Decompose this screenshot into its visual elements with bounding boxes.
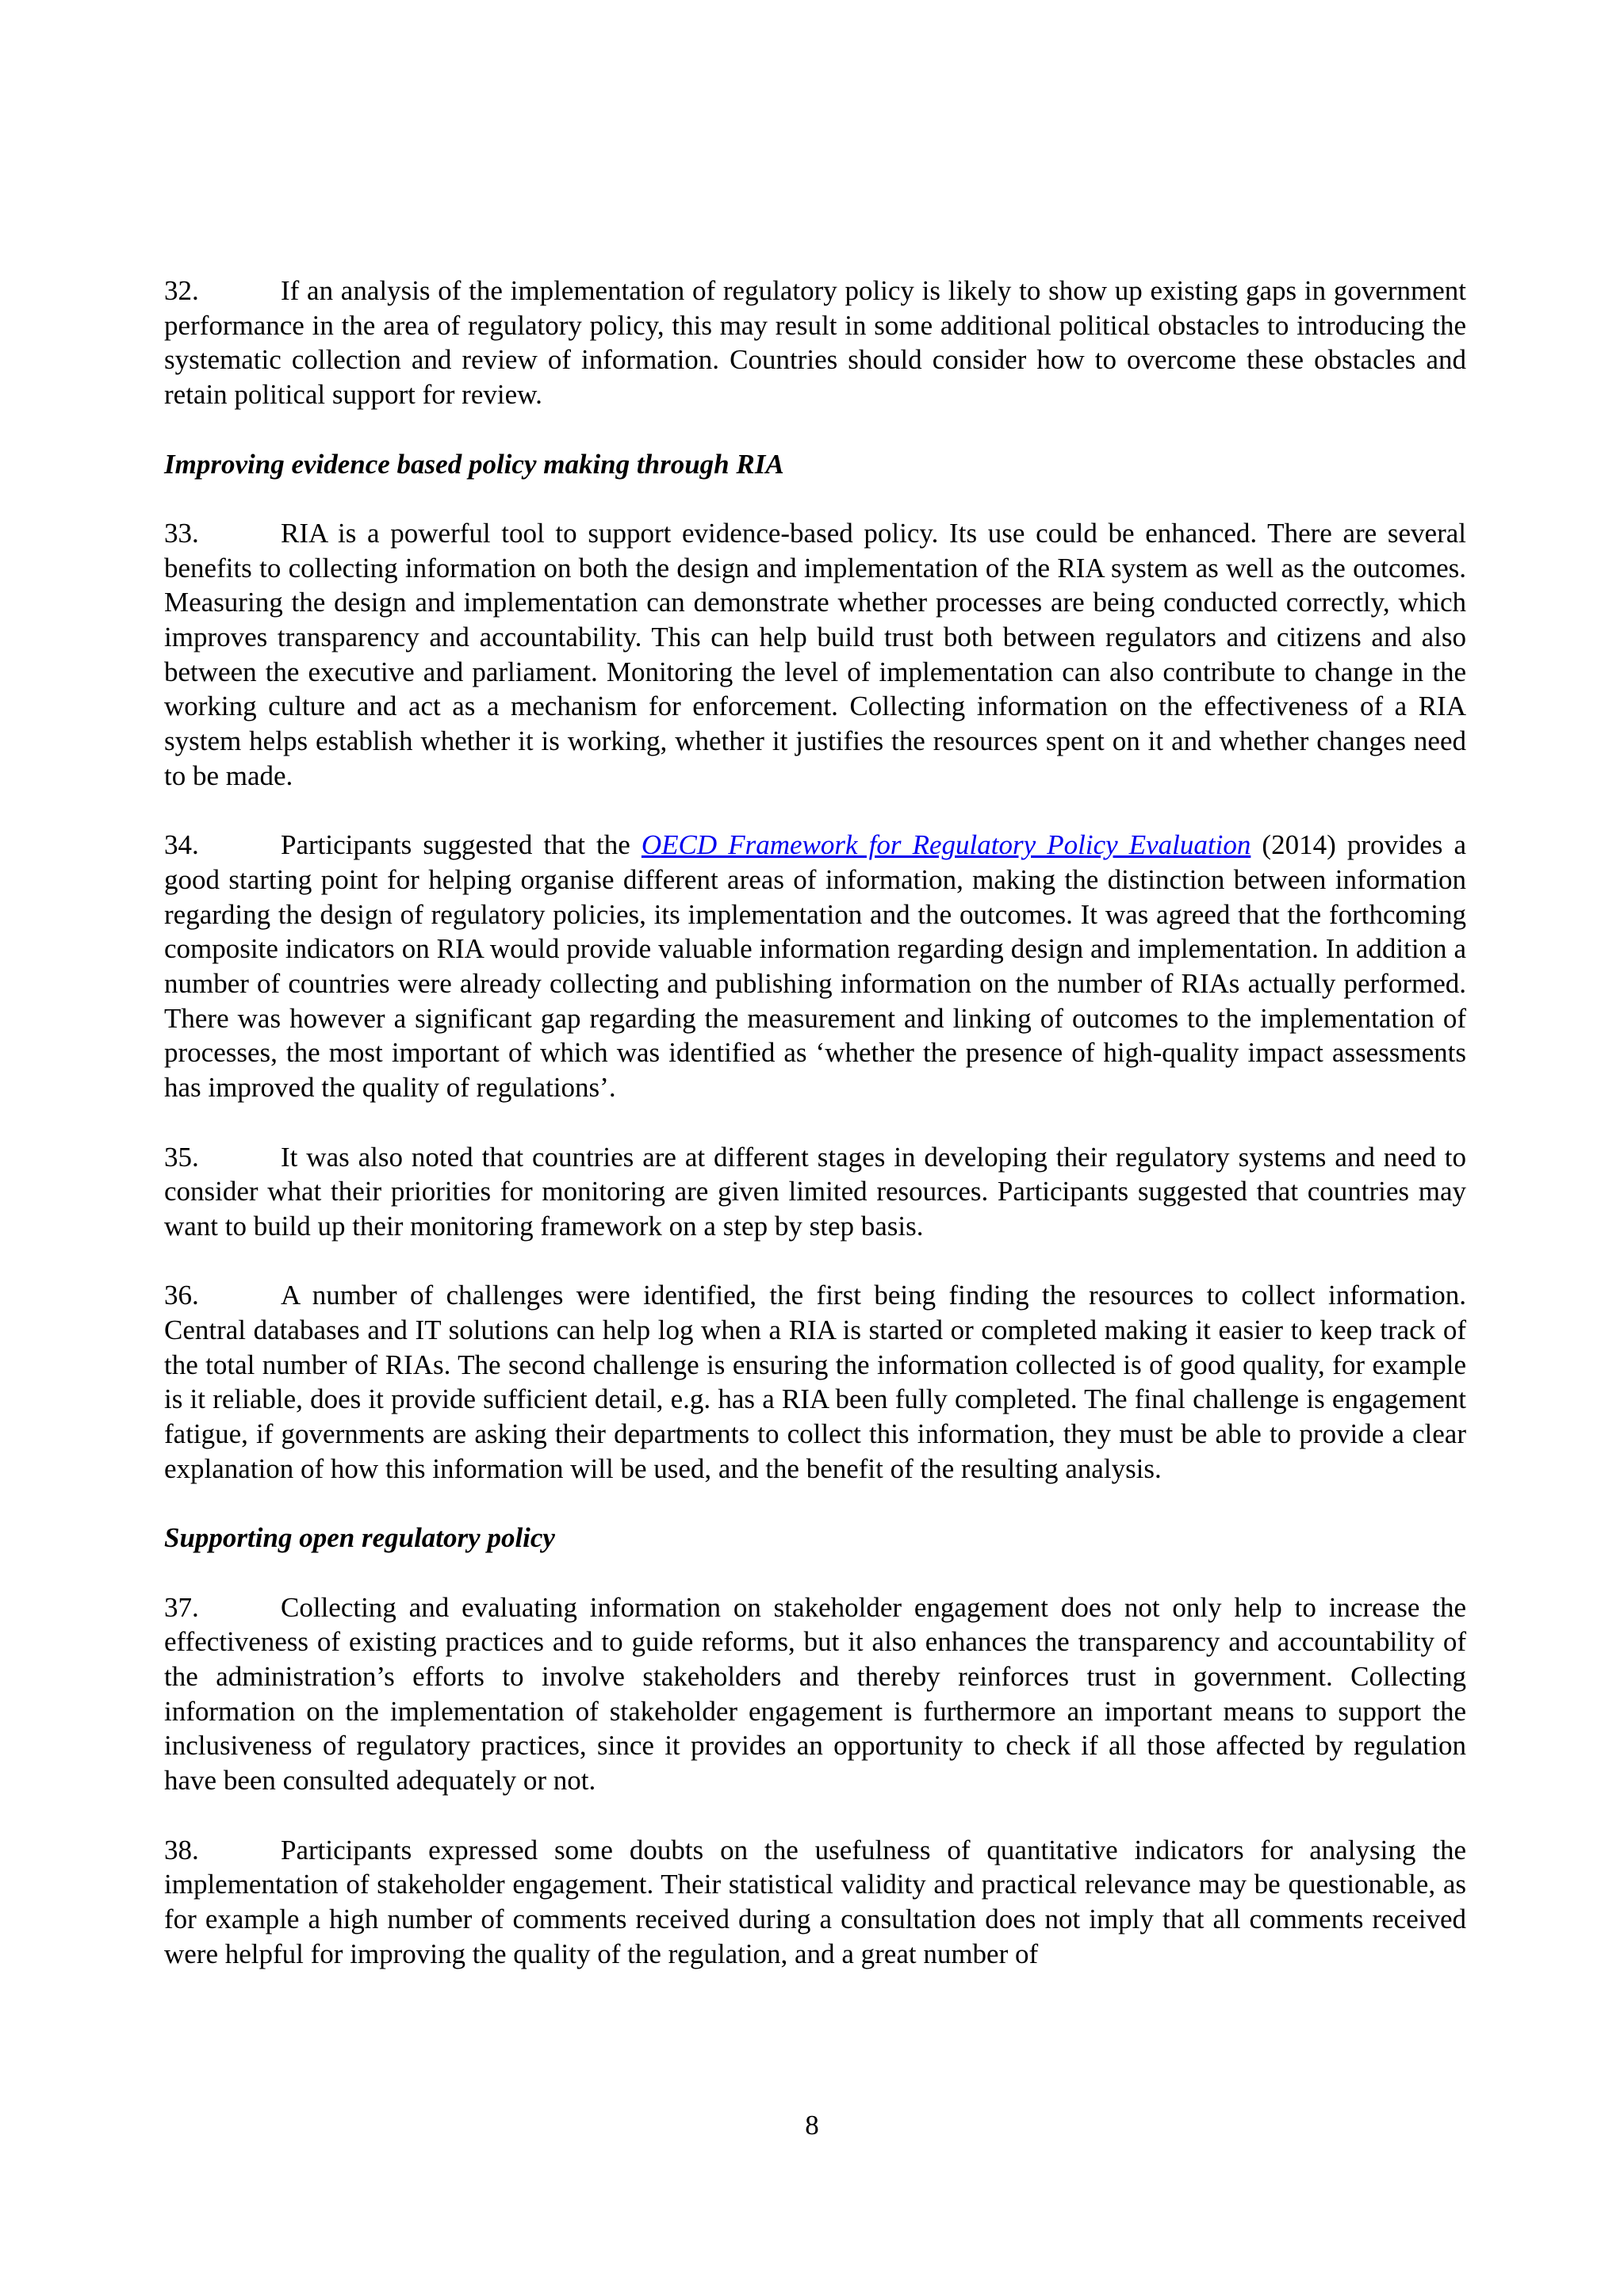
paragraph-text: RIA is a powerful tool to support evidence-based policy. Its use could be enhanced. There are several benefits to collecting information on both the design and implementation of the RIA system as well as the outcomes. Measuring the design and implementation can demonstrate whether processes are being conducted correctly, which improves transparency and accountability. This can help build trust both between regulators and citizens and also between the executive and parliament. Monitoring the level of implementation can also contribute to change in the working culture and act as a mechanism for enforcement. Collecting information on the effectiveness of a RIA system helps establish whether it is working, whether it justifies the resources spent on it and whether changes need to be made.: [164, 517, 1466, 791]
paragraph-number: 36.: [164, 1280, 199, 1311]
paragraph-35: [164, 1140, 1466, 1244]
oecd-framework-link[interactable]: OECD Framework for Regulatory Policy Evaluation: [641, 829, 1251, 861]
page-number: 8: [805, 2110, 819, 2141]
paragraph-text: It was also noted that countries are at different stages in developing their regulatory systems and need to consider what their priorities for monitoring are given limited resources. Participants suggested that countries may want to build up their monitoring framework on a step by step basis.: [164, 1141, 1466, 1242]
paragraph-38: [164, 1833, 1466, 1972]
paragraph-text: Collecting and evaluating information on stakeholder engagement does not only help to increase the effectiveness of existing practices and to guide reforms, but it also enhances the transparency and accountability of the administration’s efforts to involve stakeholders and thereby reinforces trust in government. Collecting information on the implementation of stakeholder engagement is furthermore an important means to support the inclusiveness of regulatory practices, since it provides an opportunity to check if all those affected by regulation have been consulted adequately or not.: [164, 1591, 1466, 1797]
paragraph-number: 32.: [164, 275, 199, 306]
paragraph-number: 34.: [164, 829, 199, 861]
paragraph-33: [164, 516, 1466, 794]
paragraph-number: 35.: [164, 1141, 199, 1173]
paragraph-number: 38.: [164, 1834, 199, 1866]
paragraph-text: (2014) provides a good starting point for helping organise different areas of information, making the distinction between information regarding the design of regulatory policies, its implementation and the outcomes. It was agreed that the forthcoming composite indicators on RIA would provide valuable information regarding design and implementation. In addition a number of countries were already collecting and publishing information on the number of RIAs actually performed. There was however a significant gap regarding the measurement and linking of outcomes to the implementation of processes, the most important of which was identified as ‘whether the presence of high-quality impact assessments has improved the quality of regulations’.: [164, 829, 1466, 1104]
section-heading: Improving evidence based policy making through RIA: [164, 448, 784, 480]
paragraph-number: 33.: [164, 517, 199, 549]
paragraph-32: [164, 274, 1466, 412]
paragraph-text: Participants expressed some doubts on the usefulness of quantitative indicators for analysing the implementation of stakeholder engagement. Their statistical validity and practical relevance may be questionable, as for example a high number of comments received during a consultation does not imply that all comments received were helpful for improving the quality of the regulation, and a great number of: [164, 1834, 1466, 1969]
paragraph-text: If an analysis of the implementation of regulatory policy is likely to show up existing gaps in government performance in the area of regulatory policy, this may result in some additional political obstacles to introducing the systematic collection and review of information. Countries should consider how to overcome these obstacles and retain political support for review.: [164, 275, 1466, 411]
paragraph-number: 37.: [164, 1591, 199, 1623]
paragraph-37: [164, 1590, 1466, 1798]
paragraph-text: A number of challenges were identified, the first being finding the resources to collect information. Central databases and IT solutions can help log when a RIA is started or completed making it easier to keep track of the total number of RIAs. The second challenge is ensuring the information collected is of good quality, for example is it reliable, does it provide sufficient detail, e.g. has a RIA been fully completed. The final challenge is engagement fatigue, if governments are asking their departments to collect this information, they must be able to provide a clear explanation of how this information will be used, and the benefit of the resulting analysis.: [164, 1280, 1466, 1484]
paragraph-34: [164, 828, 1466, 1105]
paragraph-text: Participants suggested that the: [281, 829, 642, 861]
paragraph-36: [164, 1278, 1466, 1486]
section-heading: Supporting open regulatory policy: [164, 1522, 555, 1554]
document-body: [164, 274, 1466, 2006]
